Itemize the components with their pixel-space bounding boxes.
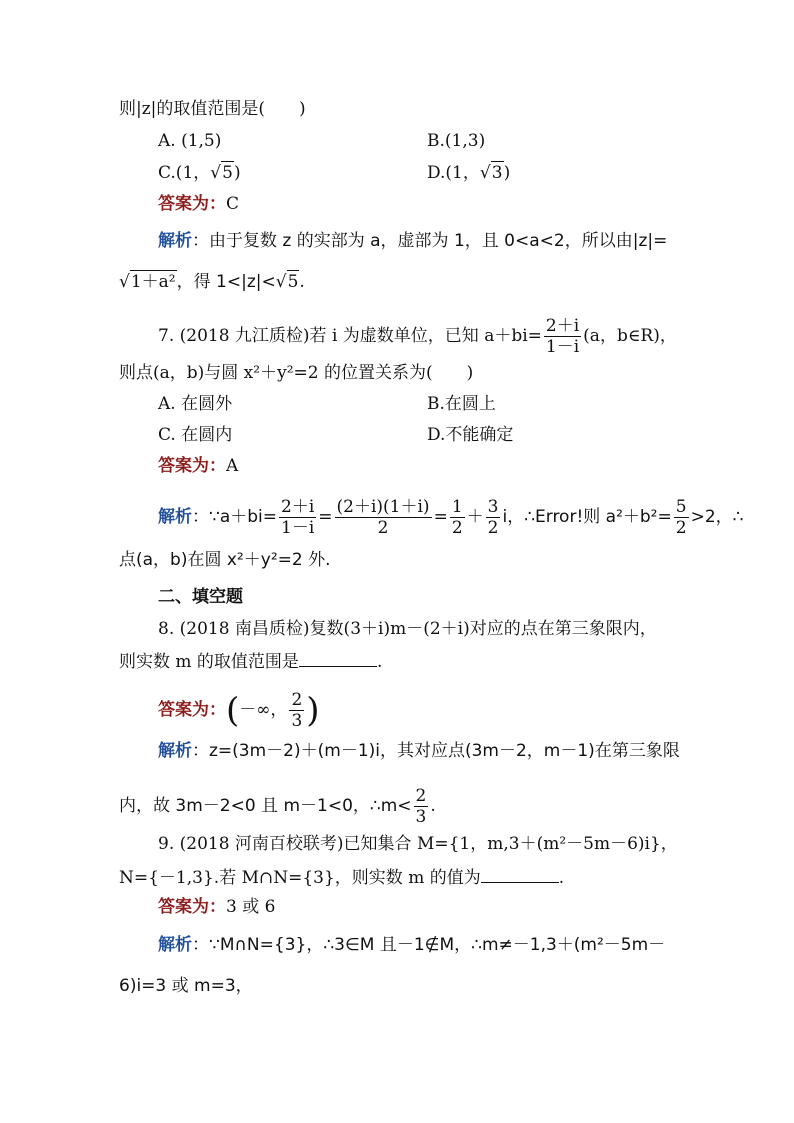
answer-label: 答案为： <box>158 194 226 214</box>
q7-option-b: B.在圆上 <box>427 394 496 414</box>
answer-label: 答案为： <box>158 456 226 476</box>
solution-label: 解析 <box>158 935 192 955</box>
q6-option-a: A. (1,5) <box>158 131 222 151</box>
q7-answer: 答案为：A <box>158 456 239 476</box>
q8-stem-line2: 则实数 m 的取值范围是 . <box>119 649 382 673</box>
q8-solution-line1: 解析：z=(3m－2)＋(m－1)i，其对应点(3m－2，m－1)在第三象限 <box>158 741 680 761</box>
q6-solution-line1: 解析：由于复数 z 的实部为 a，虚部为 1，且 0<a<2，所以由|z|= <box>158 231 668 251</box>
q8-answer: 答案为：(－∞， $\frac{2}{3}$ ) <box>158 690 320 731</box>
q9-stem-line1: 9. (2018 河南百校联考)已知集合 M={1，m,3＋(m²－5m－6)i}， <box>158 834 678 854</box>
q7-option-c: C. 在圆内 <box>158 425 233 445</box>
q7-stem-line1: 7. (2018 九江质检)若 i 为虚数单位，已知 a＋bi= $\frac{2+i}{1-i}$ (a，b∈R)， <box>158 316 677 357</box>
solution-label: 解析 <box>158 741 192 761</box>
q9-solution-line1: 解析：∵M∩N={3}，∴3∈M 且－1∉M，∴m≠－1,3＋(m²－5m－ <box>158 935 666 955</box>
q6-option-b: B.(1,3) <box>427 131 486 151</box>
q7-option-d: D.不能确定 <box>427 425 514 445</box>
q6-answer: 答案为：C <box>158 194 240 214</box>
q7-stem-line2: 则点(a，b)与圆 x²＋y²=2 的位置关系为( ) <box>119 363 474 383</box>
section-title: 二、填空题 <box>158 587 243 607</box>
q6-option-c: C.(1，√5) <box>158 163 241 183</box>
q9-answer-blank <box>481 865 559 883</box>
answer-label: 答案为： <box>158 897 226 917</box>
q6-solution-line2: √1＋a²，得 1<|z|<√5. <box>119 272 305 292</box>
solution-label: 解析 <box>158 231 192 251</box>
q6-option-d: D.(1，√3) <box>427 163 511 183</box>
q9-stem-line2: N={－1,3}.若 M∩N={3}，则实数 m 的值为 . <box>119 865 564 889</box>
q8-solution-line2: 内，故 3m－2<0 且 m－1<0，∴m< $\frac{2}{3}$ . <box>119 786 436 827</box>
q9-solution-line2: 6)i=3 或 m=3， <box>119 976 253 996</box>
q8-answer-blank <box>299 649 377 667</box>
q6-stem-tail: 则|z|的取值范围是( ) <box>119 99 306 119</box>
q9-answer: 答案为：3 或 6 <box>158 897 276 917</box>
q7-fraction: $\frac{2+i}{1-i}$ <box>545 316 580 357</box>
q8-stem-line1: 8. (2018 南昌质检)复数(3＋i)m－(2＋i)对应的点在第三象限内， <box>158 619 657 639</box>
solution-label: 解析 <box>158 507 192 527</box>
q7-solution-line1: 解析：∵a＋bi= $\frac{2+i}{1-i}$ = $\frac{(2+i)(1+i)}{2}$ = $\frac{1}{2}$ ＋ $\frac{3}{2}$ i，∴Error!则 a²＋b²= $\frac{5}{2}$ >2，∴ <box>158 497 744 538</box>
q7-solution-line2: 点(a，b)在圆 x²＋y²=2 外. <box>119 550 331 570</box>
answer-label: 答案为： <box>158 700 226 720</box>
q7-option-a: A. 在圆外 <box>158 394 233 414</box>
